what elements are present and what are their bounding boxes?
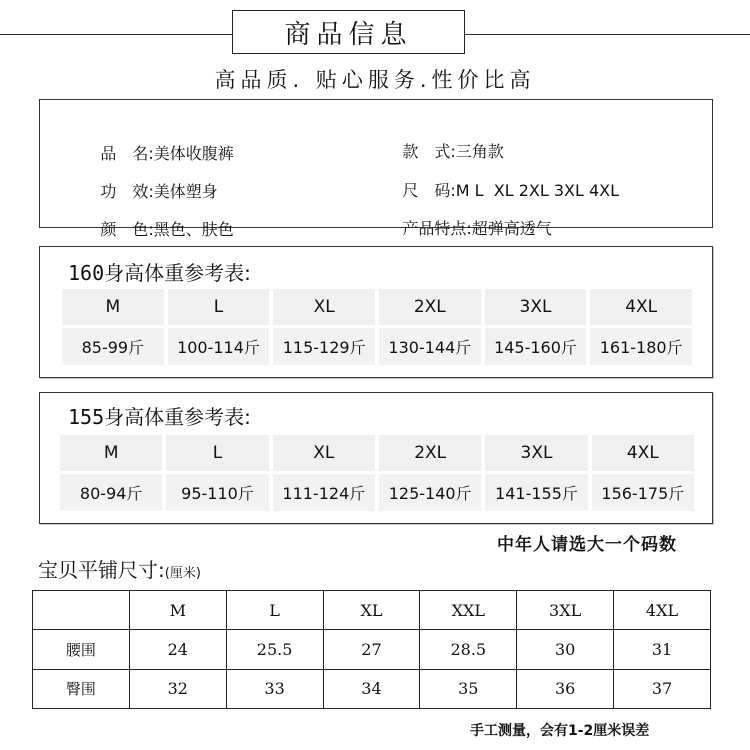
ref-155-size: 4XL [592,435,694,471]
table-cell: 28.5 [420,630,517,669]
ref-160-size: M [62,289,164,325]
table-cell: 32 [129,669,226,708]
table-cell: 27 [323,630,420,669]
table-header-cell: XL [323,591,420,630]
ref-160-size: 2XL [379,289,481,325]
table-cell: 31 [614,630,711,669]
info-style-value: 三角款 [455,142,504,161]
ref-160-weight: 145-160斤 [485,328,587,365]
ref-table-160 [39,246,713,378]
ref-155-size: 3XL [485,435,587,471]
ref-155-weight: 125-140斤 [379,474,481,511]
ref-155-size: 2XL [379,435,481,471]
ref-160-size: L [168,289,270,325]
ref-155-weight: 95-110斤 [166,474,268,511]
flat-size-title-text: 宝贝平铺尺寸: [38,558,165,582]
ref-155-size: L [166,435,268,471]
info-name-value: 美体收腹裤 [153,144,234,163]
table-cell: 35 [420,669,517,708]
info-color-key: 颜 色: [100,220,154,239]
table-cell: 30 [517,630,614,669]
table-cell: 37 [614,669,711,708]
table-header-cell: 3XL [517,591,614,630]
ref-155-weight: 80-94斤 [60,474,162,511]
ref-160-title-height: 160 [68,261,105,285]
info-name-key: 品 名: [100,144,154,163]
manual-measure-note: 手工测量，会有1-2厘米误差 [470,723,650,739]
ref-155-weight: 156-175斤 [592,474,694,511]
flat-size-table [32,590,711,709]
table-header-cell: M [129,591,226,630]
table-header-cell: 4XL [614,591,711,630]
info-color-value: 黑色、肤色 [153,220,234,239]
table-header-row [33,591,711,630]
info-style-key: 款 式: [402,142,456,161]
info-feature-key: 产品特点: [402,219,472,238]
info-effect-key: 功 效: [100,182,154,201]
table-row [33,669,711,708]
ref-155-weight: 141-155斤 [485,474,587,511]
ref-155-size: XL [273,435,375,471]
ref-160-weight: 85-99斤 [62,328,164,365]
row-label-hip: 臀围 [33,669,130,708]
slogan: 高品质. 贴心服务.性价比高 [214,68,536,92]
header-rule-left [0,34,232,35]
ref-155-title-height: 155 [68,405,105,429]
ref-160-title [68,257,251,286]
table-header-cell [33,591,130,630]
ref-160-size: 4XL [590,289,692,325]
flat-size-unit: (厘米) [164,566,201,581]
ref-155-size: M [60,435,162,471]
size-up-note: 中年人请选大一个码数 [497,535,677,555]
header-rule-right [465,34,750,35]
ref-155-grid [60,435,694,511]
ref-160-weight: 115-129斤 [273,328,375,365]
ref-160-weight: 100-114斤 [168,328,270,365]
table-header-cell: XXL [420,591,517,630]
info-feature-value: 超弹高透气 [471,219,552,238]
ref-160-title-text: 身高体重参考表: [104,261,251,285]
ref-155-weight: 111-124斤 [273,474,375,511]
flat-size-title [38,554,201,583]
ref-160-weight: 161-180斤 [590,328,692,365]
table-header-cell: L [226,591,323,630]
table-cell: 33 [226,669,323,708]
ref-155-title-text: 身高体重参考表: [104,405,251,429]
table-cell: 25.5 [226,630,323,669]
row-label-waist: 腰围 [33,630,130,669]
ref-160-size: XL [273,289,375,325]
info-size-key: 尺 码: [402,181,456,200]
info-effect-value: 美体塑身 [153,182,218,201]
product-info-box [39,99,713,239]
table-row [33,630,711,669]
ref-155-title [68,401,251,430]
ref-160-grid [62,289,692,365]
page-title: 商品信息 [232,10,465,54]
ref-160-size: 3XL [485,289,587,325]
info-size-value: M L XL 2XL 3XL 4XL [455,181,620,200]
ref-table-155 [39,392,713,524]
table-cell: 36 [517,669,614,708]
table-cell: 24 [129,630,226,669]
table-cell: 34 [323,669,420,708]
ref-160-weight: 130-144斤 [379,328,481,365]
